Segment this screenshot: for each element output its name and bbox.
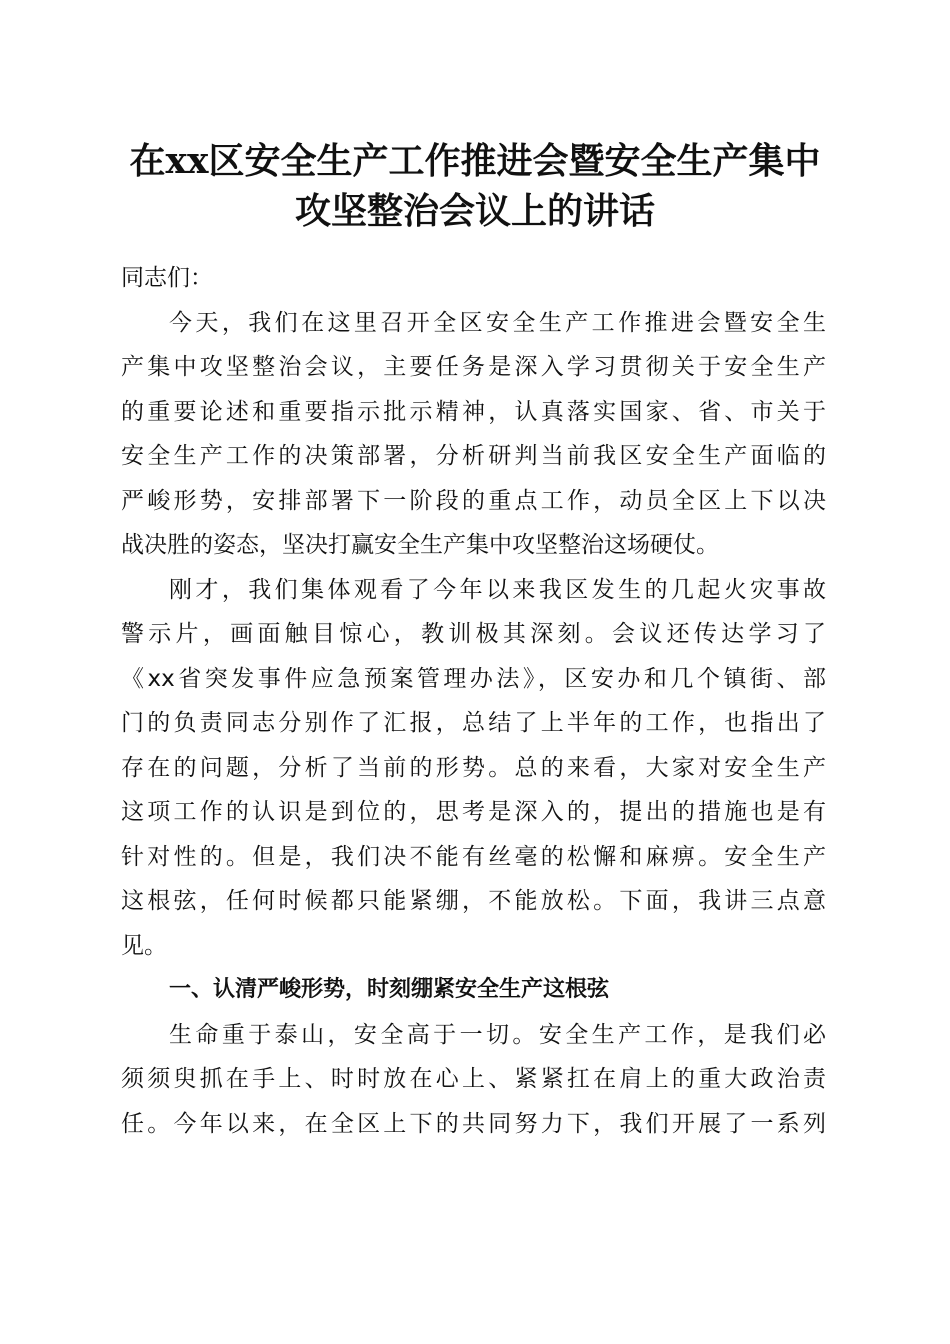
- text-line: 《xx省突发事件应急预案管理办法》，区安办和几个镇街、部: [121, 665, 826, 692]
- text-line: 警示片，画面触目惊心，教训极其深刻。会议还传达学习了: [121, 621, 826, 647]
- title-line: 攻坚整治会议上的讲话: [294, 190, 655, 232]
- text-line: 存在的问题，分析了当前的形势。总的来看，大家对安全生产: [121, 754, 826, 781]
- text-line: 今天，我们在这里召开全区安全生产工作推进会暨安全生: [169, 309, 826, 336]
- text-line: 战决胜的姿态，坚决打赢安全生产集中攻坚整治这场硬仗。: [121, 532, 719, 558]
- text-line: 任。今年以来，在全区上下的共同努力下，我们开展了一系列: [121, 1110, 826, 1137]
- document-title: [100, 136, 850, 236]
- text-line: 针对性的。但是，我们决不能有丝毫的松懈和麻痹。安全生产: [121, 843, 826, 870]
- text-line: 刚才，我们集体观看了今年以来我区发生的几起火灾事故: [169, 576, 826, 603]
- text-line: 的重要论述和重要指示批示精神，认真落实国家、省、市关于: [121, 398, 826, 425]
- salutation: 同志们：: [121, 265, 213, 291]
- text-line: 生命重于泰山，安全高于一切。安全生产工作，是我们必: [169, 1021, 826, 1048]
- title-line: 在xx区安全生产工作推进会暨安全生产集中: [129, 140, 821, 182]
- text-line: 见。: [121, 932, 167, 959]
- document-body: [121, 256, 826, 1146]
- text-line: 这根弦，任何时候都只能紧绷，不能放松。下面，我讲三点意: [121, 888, 826, 914]
- text-line: 安全生产工作的决策部署，分析研判当前我区安全生产面临的: [121, 443, 826, 469]
- section-heading: 一、认清严峻形势，时刻绷紧安全生产这根弦: [169, 977, 610, 1002]
- paragraph-2: [121, 568, 826, 969]
- text-line: 产集中攻坚整治会议，主要任务是深入学习贯彻关于安全生产: [121, 354, 826, 380]
- text-line: 门的负责同志分别作了汇报，总结了上半年的工作，也指出了: [121, 710, 826, 736]
- text-line: 须须臾抓在手上、时时放在心上、紧紧扛在肩上的重大政治责: [121, 1066, 826, 1092]
- paragraph-3: [121, 1013, 826, 1147]
- paragraph-1: [121, 301, 826, 568]
- text-line: 严峻形势，安排部署下一阶段的重点工作，动员全区上下以决: [121, 487, 826, 514]
- text-line: 这项工作的认识是到位的，思考是深入的，提出的措施也是有: [121, 799, 826, 825]
